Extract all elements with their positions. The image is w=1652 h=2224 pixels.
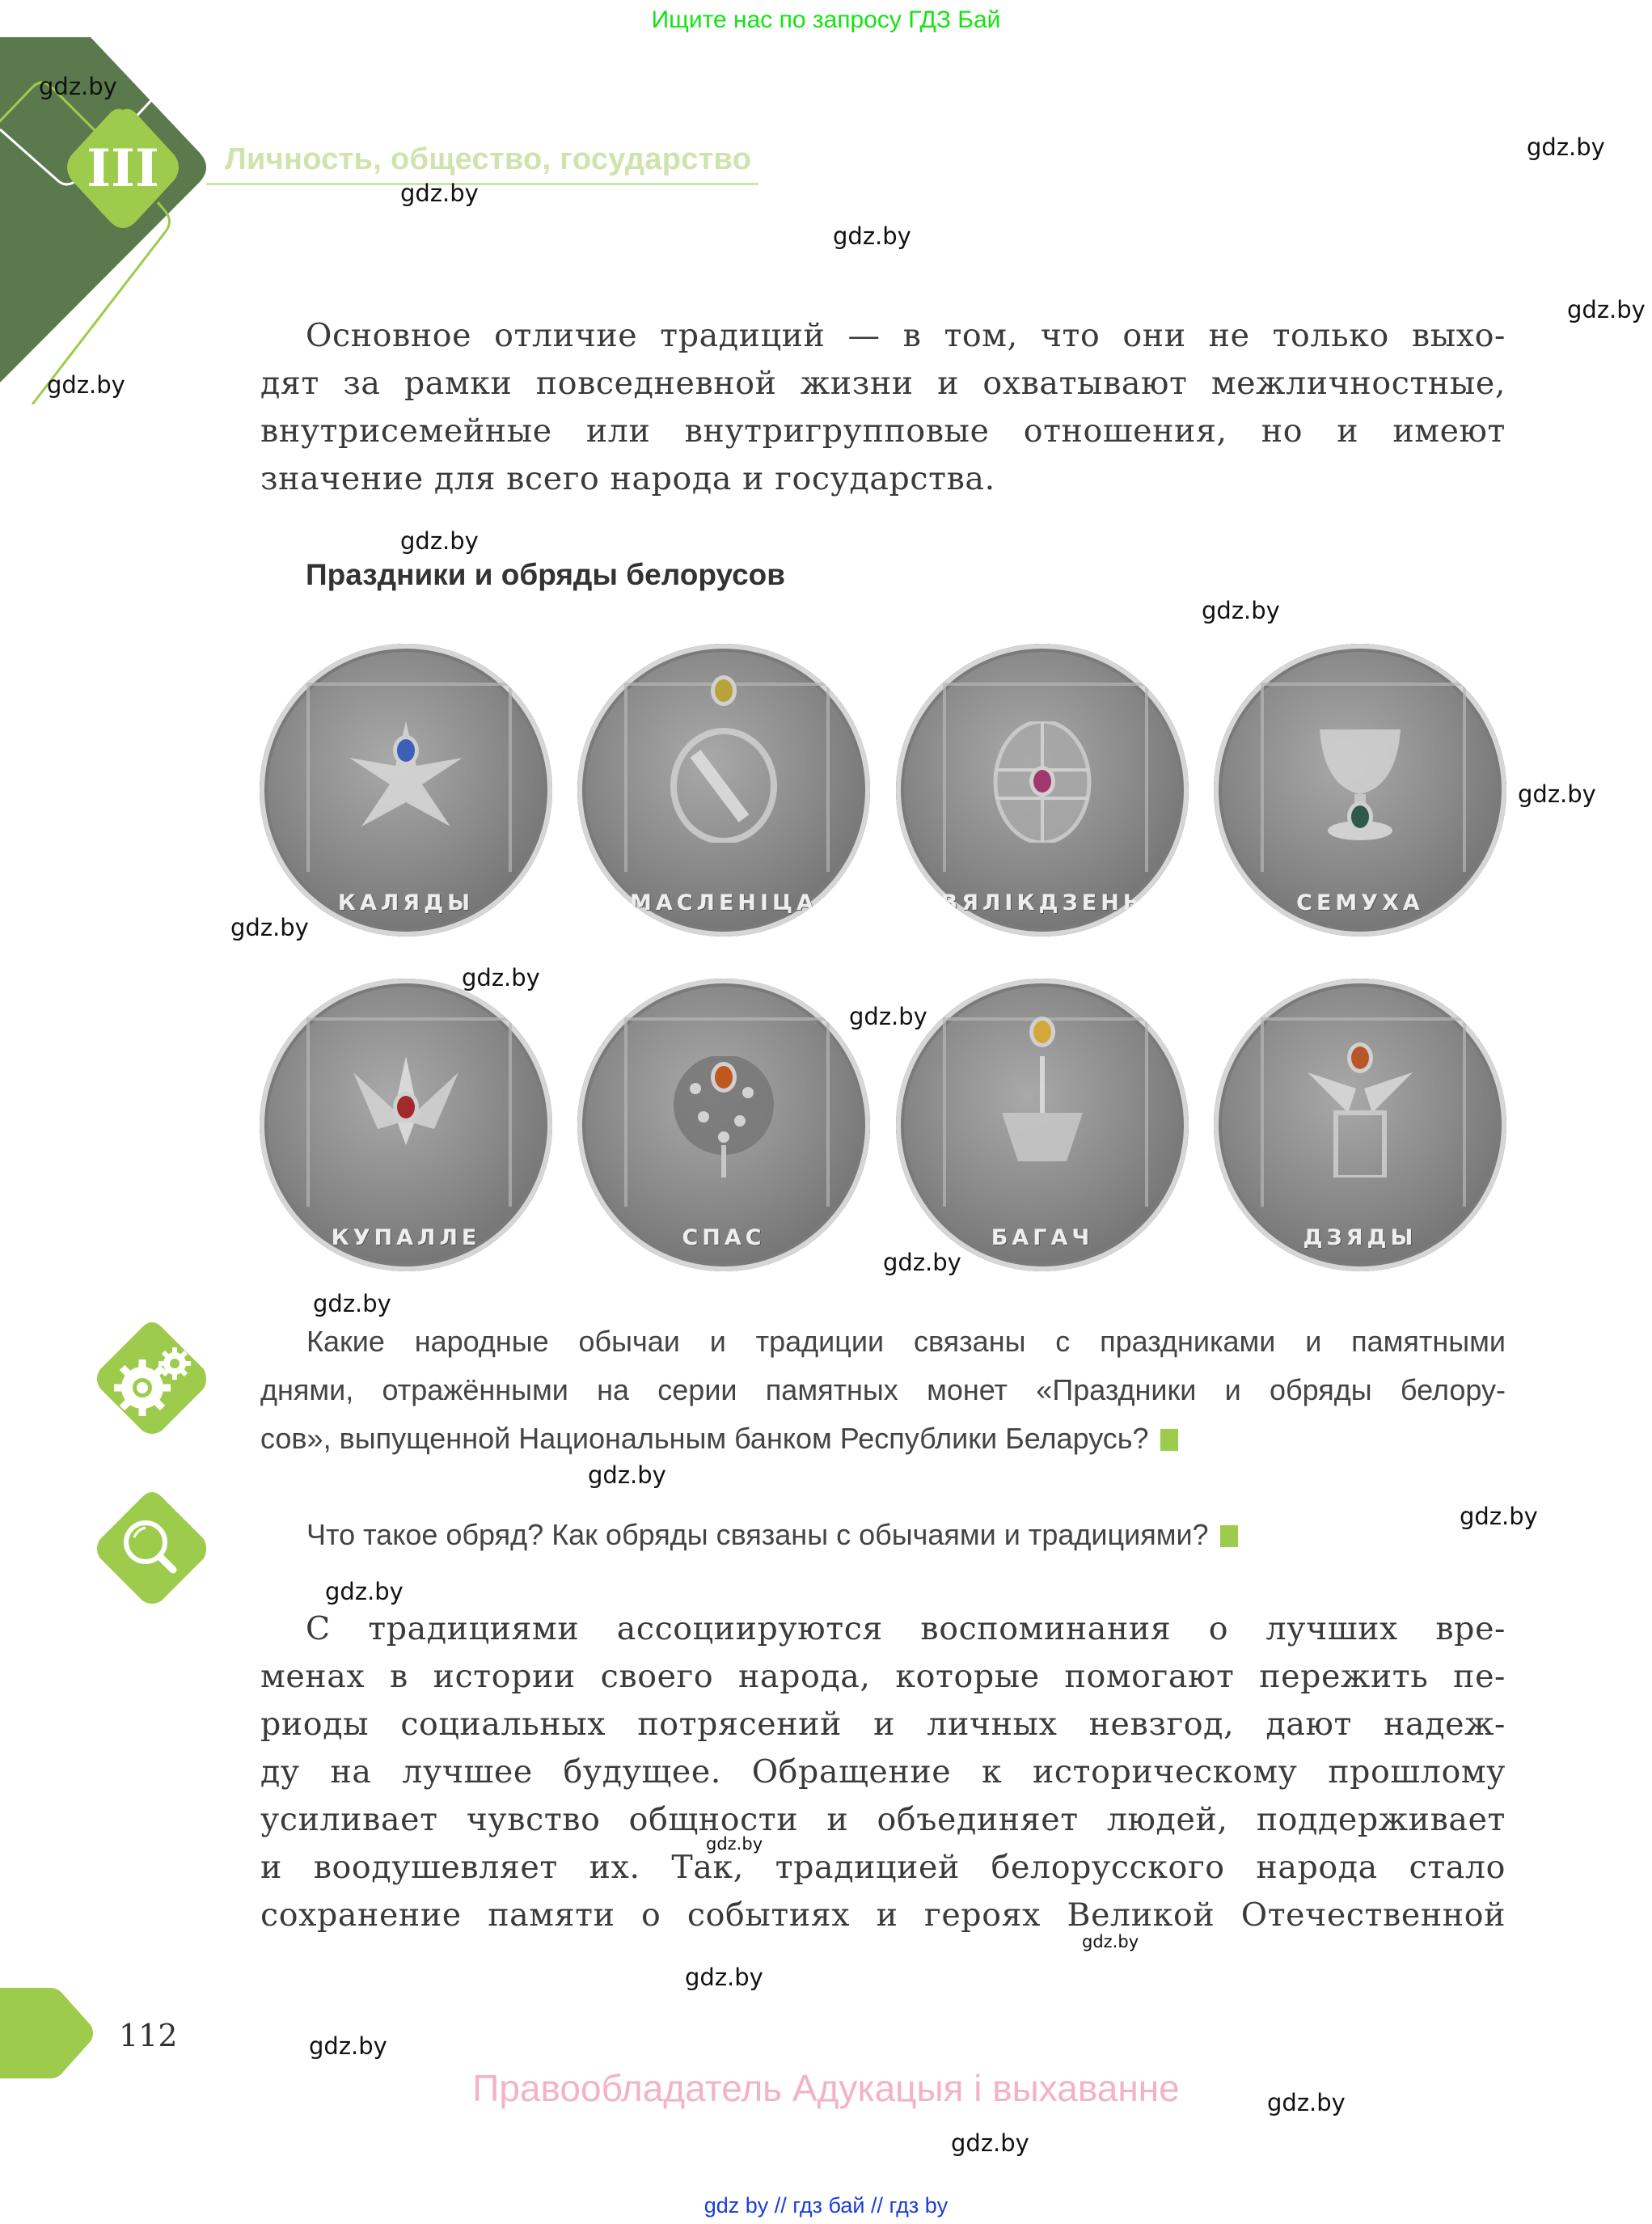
watermark: gdz.by <box>1518 780 1596 808</box>
chapter-badge <box>0 0 291 404</box>
end-marker-icon <box>1220 1525 1238 1547</box>
gem-icon <box>397 739 415 762</box>
watermark: gdz.by <box>883 1249 961 1276</box>
question-line: Какие народные обычаи и традиции связаны с праздниками и памятными <box>306 1325 1506 1358</box>
coin-caption: КУПАЛЛЕ <box>331 1225 481 1250</box>
watermark: gdz.by <box>1267 2089 1346 2116</box>
watermark: gdz.by <box>462 964 540 991</box>
paragraph-line: внутрисемейные или внутригрупповые отношения, но и имеют <box>260 412 1506 450</box>
watermark: gdz.by <box>833 222 911 250</box>
watermark: gdz.by <box>1567 296 1646 323</box>
scroll-motif-icon <box>663 721 784 843</box>
coin-caption: КАЛЯДЫ <box>337 890 475 915</box>
rights-holder-text: Правообладатель Адукацыя і выхаванне <box>472 2067 1180 2109</box>
paragraph-line: С традициями ассоциируются воспоминания о лучших вре- <box>306 1610 1506 1647</box>
gem-icon <box>1351 1046 1369 1069</box>
coin-vyalikdzen <box>896 644 1189 937</box>
end-marker-icon <box>1160 1429 1178 1451</box>
question-2 <box>306 1511 1238 1559</box>
watermark: gdz.by <box>47 371 125 399</box>
watermark: gdz.by <box>588 1461 666 1489</box>
watermark: gdz.by <box>951 2129 1029 2157</box>
paragraph-line: Основное отличие традиций — в том, что они не только выхо- <box>306 317 1506 354</box>
watermark: gdz.by <box>313 1290 391 1317</box>
paragraph-line: и воодушевляет их. Так, традицией белорусского народа стало <box>260 1849 1506 1886</box>
basket-candle-motif-icon <box>982 1056 1103 1178</box>
paragraph-line: менах в истории своего народа, которые помогают пережить пе- <box>260 1658 1506 1695</box>
watermark: gdz.by <box>1460 1503 1538 1530</box>
coin-caption: СЕМУХА <box>1296 890 1424 915</box>
gem-icon <box>1033 770 1051 793</box>
question-line: днями, отражёнными на серии памятных монет «Праздники и обряды белору- <box>260 1373 1506 1406</box>
watermark: gdz.by <box>230 914 309 941</box>
coin-spas <box>577 979 870 1271</box>
coin-kupalle <box>260 979 552 1271</box>
paragraph-line: ду на лучшее будущее. Обращение к историческому прошлому <box>260 1753 1506 1791</box>
paragraph-1 <box>260 312 1506 503</box>
coin-bagach <box>896 979 1189 1271</box>
search-banner: Ищите нас по запросу ГДЗ Бай <box>651 6 1001 33</box>
coin-dzyady <box>1214 979 1506 1271</box>
gem-icon <box>397 1096 415 1118</box>
chapter-numeral: III <box>87 138 159 199</box>
question-line: сов», выпущенной Национальным банком Республики Беларусь? <box>260 1414 1506 1463</box>
watermark: gdz.by <box>1202 597 1280 624</box>
chapter-title: Личность, общество, государство <box>225 142 752 176</box>
question-line: Что такое обряд? Как обряды связаны с обычаями и традициями? <box>306 1511 1238 1559</box>
watermark: gdz.by <box>400 527 479 555</box>
doves-window-motif-icon <box>1299 1056 1421 1178</box>
coin-caption: ВЯЛІКДЗЕНЬ <box>940 890 1144 915</box>
watermark: gdz.by <box>400 180 479 207</box>
watermark: gdz.by <box>1082 1932 1139 1951</box>
watermark: gdz.by <box>685 1964 763 1991</box>
paragraph-line: усиливает чувство общности и объединяет людей, поддерживает <box>260 1801 1506 1838</box>
page-number: 112 <box>119 2018 178 2053</box>
magnifier-icon <box>92 1489 212 1609</box>
bottom-links[interactable]: gdz by // гдз бай // гдз by <box>703 2193 949 2218</box>
coin-caption: МАСЛЕНІЦА <box>629 890 818 915</box>
paragraph-line: значение для всего народа и государства. <box>260 460 995 497</box>
coin-caption: СПАС <box>682 1225 766 1250</box>
coin-maslenitsa <box>577 644 870 937</box>
gem-icon <box>715 1066 733 1089</box>
paragraph-line: сохранение памяти о событиях и героях Великой Отечественной <box>260 1896 1506 1934</box>
coin-kalyady <box>260 644 552 937</box>
chapter-rule <box>206 183 758 185</box>
watermark: gdz.by <box>1527 133 1605 161</box>
paragraph-line: риоды социальных потрясений и личных невзгод, дают надеж- <box>260 1706 1506 1743</box>
watermark: gdz.by <box>706 1834 763 1854</box>
watermark: gdz.by <box>325 1578 403 1605</box>
gem-icon <box>1351 805 1369 828</box>
coin-caption: БАГАЧ <box>991 1225 1094 1250</box>
coins-section-heading: Праздники и обряды белорусов <box>306 558 786 591</box>
watermark: gdz.by <box>849 1003 927 1030</box>
watermark: gdz.by <box>309 2032 387 2060</box>
gem-icon <box>1033 1021 1051 1043</box>
watermark: gdz.by <box>39 73 117 100</box>
paragraph-line: дят за рамки повседневной жизни и охватывают межличностные, <box>260 365 1506 402</box>
question-1 <box>260 1317 1506 1463</box>
paragraph-2 <box>260 1605 1506 1939</box>
coin-caption: ДЗЯДЫ <box>1303 1225 1418 1250</box>
gem-icon <box>715 679 733 702</box>
gears-icon <box>92 1319 212 1439</box>
coin-semukha <box>1214 644 1506 937</box>
